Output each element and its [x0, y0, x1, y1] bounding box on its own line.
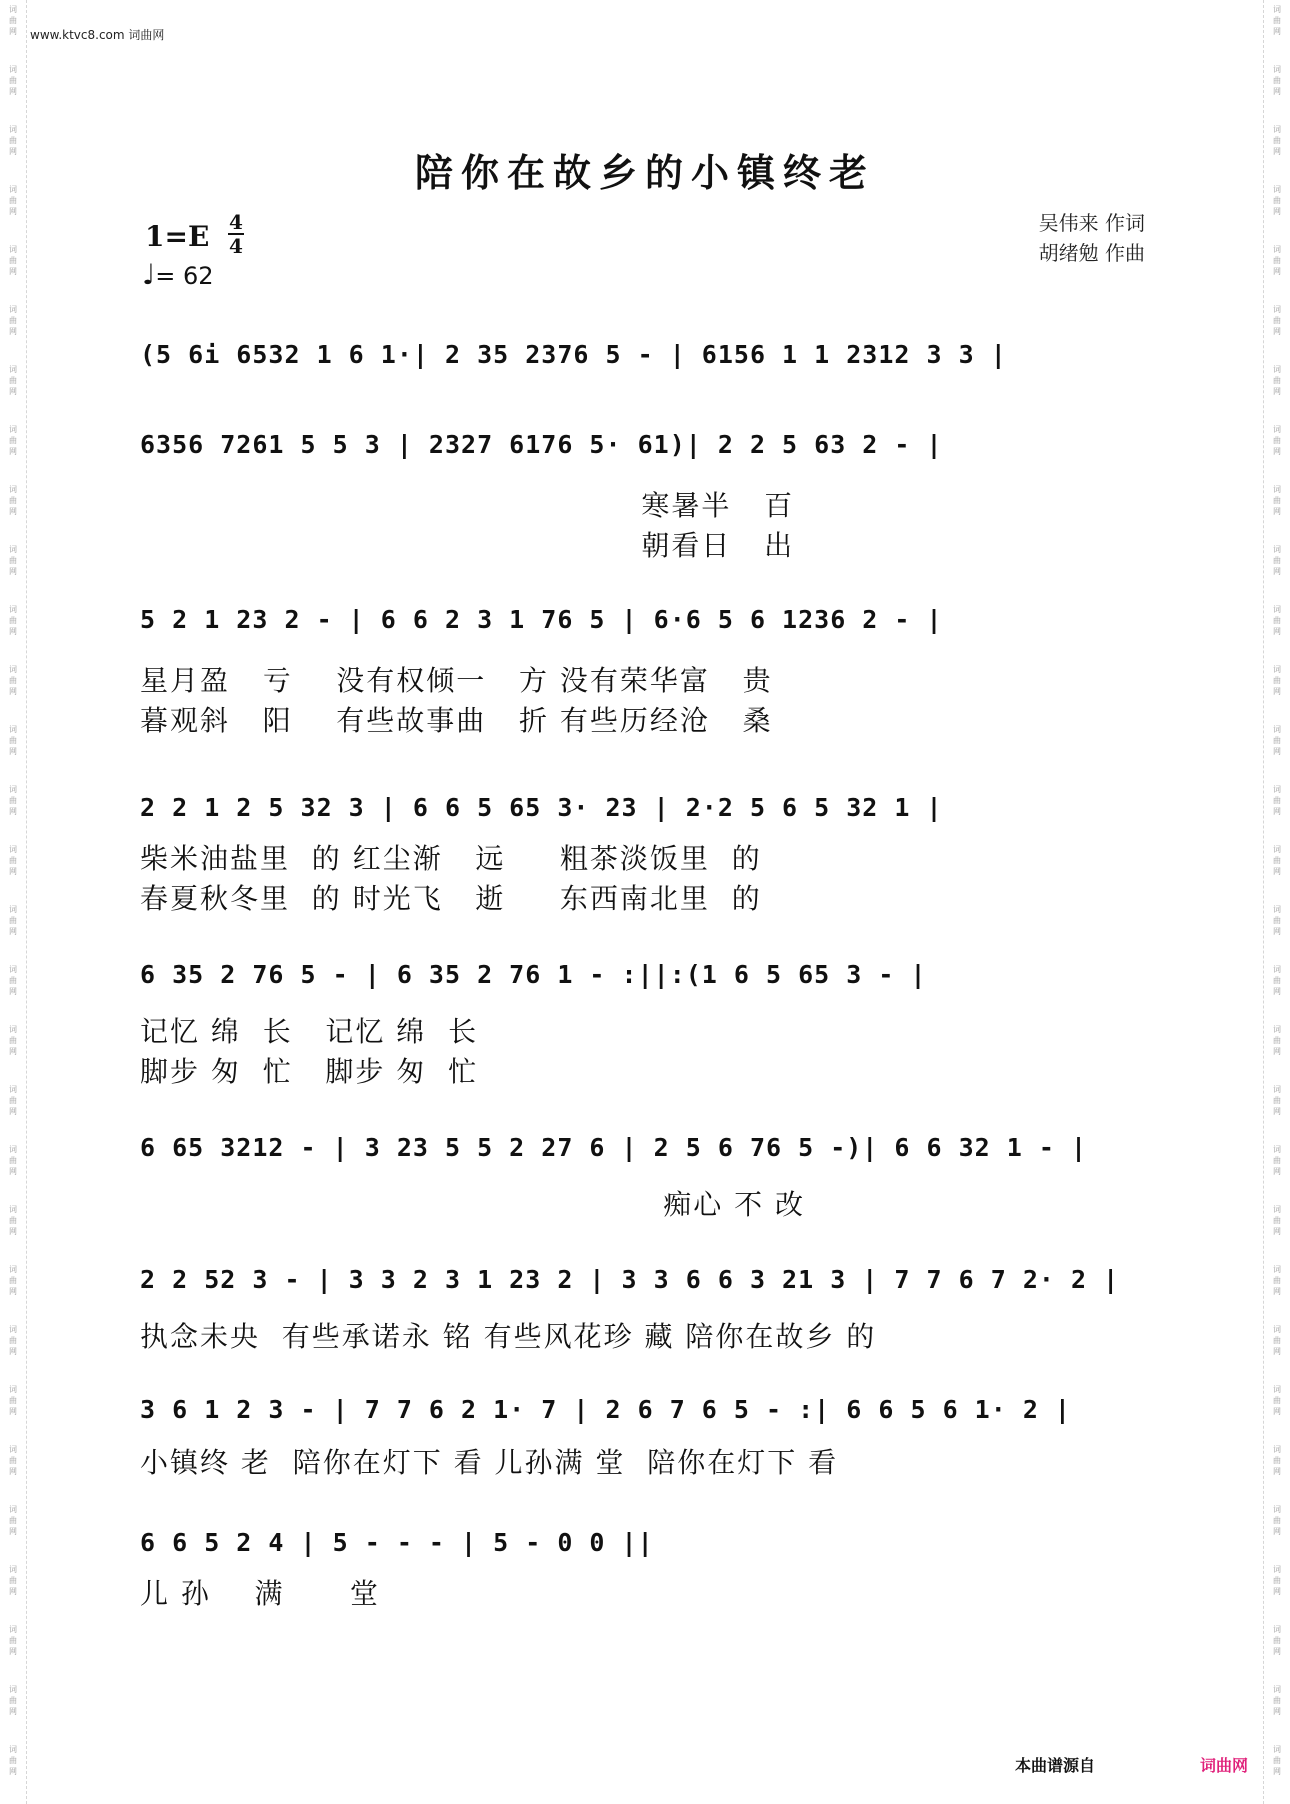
side-watermark-mark: 词 曲 网 [9, 305, 17, 336]
side-watermark-mark: 词 曲 网 [1273, 1625, 1281, 1656]
side-watermark-mark: 词 曲 网 [1273, 545, 1281, 576]
side-watermark-mark: 词 曲 网 [1273, 1385, 1281, 1416]
side-watermark-mark: 词 曲 网 [9, 1565, 17, 1596]
side-watermark-mark: 词 曲 网 [9, 1685, 17, 1716]
side-watermark-mark: 词 曲 网 [1273, 5, 1281, 36]
side-watermark-mark: 词 曲 网 [9, 425, 17, 456]
side-watermark-mark: 词 曲 网 [1273, 245, 1281, 276]
notation-line: 6356 7261 5 5 3 | 2327 6176 5· 61)| 2 2 5 63 2 - | [140, 430, 943, 459]
quarter-note-icon: ♩ [142, 258, 156, 291]
time-signature-bottom: 4 [229, 234, 243, 258]
notation-line: 2 2 52 3 - | 3 3 2 3 1 23 2 | 3 3 6 6 3 21 3 | 7 7 6 7 2· 2 | [140, 1265, 1120, 1294]
side-watermark-mark: 词 曲 网 [1273, 65, 1281, 96]
side-watermark-mark: 词 曲 网 [9, 545, 17, 576]
score-system-3 [140, 605, 1150, 745]
side-watermark-mark: 词 曲 网 [9, 725, 17, 756]
side-watermark-mark: 词 曲 网 [9, 1745, 17, 1776]
side-watermark-mark: 词 曲 网 [9, 185, 17, 216]
footer-brand-link[interactable]: 词曲网 [1199, 1756, 1248, 1775]
notation-line: 6 35 2 76 5 - | 6 35 2 76 1 - :||:(1 6 5 65 3 - | [140, 960, 927, 989]
lyric-verse-2: 脚步 匆 忙 脚步 匆 忙 [140, 1055, 479, 1088]
lyric-verse-1: 执念未央 有些承诺永 铭 有些风花珍 藏 陪你在故乡 的 [140, 1320, 877, 1353]
time-signature [226, 212, 246, 256]
side-watermark-mark: 词 曲 网 [9, 785, 17, 816]
side-watermark-mark: 词 曲 网 [9, 1625, 17, 1656]
side-watermark-mark: 词 曲 网 [9, 905, 17, 936]
song-title: 陪你在故乡的小镇终老 [414, 150, 875, 195]
side-watermark-mark: 词 曲 网 [1273, 485, 1281, 516]
side-watermark-mark: 词 曲 网 [1273, 1505, 1281, 1536]
lyric-verse-1: 小镇终 老 陪你在灯下 看 儿孙满 堂 陪你在灯下 看 [140, 1446, 839, 1479]
side-watermark-mark: 词 曲 网 [9, 1205, 17, 1236]
side-watermark-mark: 词 曲 网 [1273, 1085, 1281, 1116]
lyric-verse-2: 春夏秋冬里 的 时光飞 逝 东西南北里 的 [140, 882, 762, 915]
lyric-verse-1: 寒暑半 百 [140, 489, 795, 522]
time-signature-top: 4 [229, 210, 243, 234]
side-watermark-mark: 词 曲 网 [1273, 1565, 1281, 1596]
notation-line: 6 6 5 2 4 | 5 - - - | 5 - 0 0 || [140, 1528, 654, 1557]
score-system-7 [140, 1265, 1150, 1365]
composer-credit: 胡绪勉 作曲 [1038, 241, 1145, 265]
side-watermark-mark: 词 曲 网 [9, 845, 17, 876]
side-watermark-mark: 词 曲 网 [9, 1265, 17, 1296]
source-url: www.ktvc8.com 词曲网 [30, 28, 165, 42]
side-watermark-mark: 词 曲 网 [1273, 1685, 1281, 1716]
side-watermark-mark: 词 曲 网 [1273, 1745, 1281, 1776]
side-watermark-mark: 词 曲 网 [9, 1085, 17, 1116]
notation-line: 3 6 1 2 3 - | 7 7 6 2 1· 7 | 2 6 7 6 5 - :| 6 6 5 6 1· 2 | [140, 1395, 1071, 1424]
tempo-marking [142, 258, 214, 291]
score-system-5 [140, 960, 1150, 1100]
side-watermark-mark: 词 曲 网 [1273, 965, 1281, 996]
side-watermark-mark: 词 曲 网 [9, 1325, 17, 1356]
side-watermark-mark: 词 曲 网 [1273, 1205, 1281, 1236]
lyric-verse-1: 星月盈 亏 没有权倾一 方 没有荣华富 贵 [140, 664, 773, 697]
credits [1039, 208, 1145, 268]
side-watermark-mark: 词 曲 网 [9, 485, 17, 516]
side-watermark-mark: 词 曲 网 [9, 245, 17, 276]
notation-line: (5 6i 6532 1 6 1·| 2 35 2376 5 - | 6156 1 1 2312 3 3 | [140, 340, 1007, 369]
side-watermark-mark: 词 曲 网 [9, 1505, 17, 1536]
side-watermark-mark: 词 曲 网 [9, 1445, 17, 1476]
notation-line: 2 2 1 2 5 32 3 | 6 6 5 65 3· 23 | 2·2 5 6 5 32 1 | [140, 793, 943, 822]
side-watermark-mark: 词 曲 网 [1273, 365, 1281, 396]
lyric-verse-1: 记忆 绵 长 记忆 绵 长 [140, 1015, 479, 1048]
side-watermark-mark: 词 曲 网 [1273, 1445, 1281, 1476]
side-watermark-mark: 词 曲 网 [9, 365, 17, 396]
score-system-8 [140, 1395, 1150, 1495]
side-watermark-mark: 词 曲 网 [1273, 1265, 1281, 1296]
side-watermark-mark: 词 曲 网 [9, 5, 17, 36]
side-watermark-mark: 词 曲 网 [1273, 605, 1281, 636]
side-watermark-mark: 词 曲 网 [1273, 425, 1281, 456]
side-watermark-mark: 词 曲 网 [1273, 1325, 1281, 1356]
score-system-1 [140, 340, 1150, 400]
side-watermark-mark: 词 曲 网 [9, 965, 17, 996]
side-watermark-mark: 词 曲 网 [1273, 725, 1281, 756]
right-watermark-strip [1263, 0, 1290, 1804]
tempo-value: = 62 [155, 262, 214, 290]
key-signature: 1=E [145, 220, 210, 253]
lyric-verse-2: 朝看日 出 [140, 529, 795, 562]
side-watermark-mark: 词 曲 网 [1273, 185, 1281, 216]
side-watermark-mark: 词 曲 网 [9, 1385, 17, 1416]
side-watermark-mark: 词 曲 网 [9, 1145, 17, 1176]
side-watermark-mark: 词 曲 网 [1273, 665, 1281, 696]
side-watermark-mark: 词 曲 网 [9, 605, 17, 636]
side-watermark-mark: 词 曲 网 [1273, 125, 1281, 156]
side-watermark-mark: 词 曲 网 [1273, 785, 1281, 816]
side-watermark-mark: 词 曲 网 [9, 65, 17, 96]
side-watermark-mark: 词 曲 网 [1273, 305, 1281, 336]
score-system-2 [140, 430, 1150, 570]
side-watermark-mark: 词 曲 网 [1273, 845, 1281, 876]
lyric-verse-2: 暮观斜 阳 有些故事曲 折 有些历经沧 桑 [140, 704, 773, 737]
lyric-verse-1: 痴心 不 改 [140, 1188, 806, 1221]
lyricist-credit: 吴伟来 作词 [1038, 211, 1145, 235]
footer-source-note: 本曲谱源自 [1014, 1756, 1095, 1775]
side-watermark-mark: 词 曲 网 [9, 1025, 17, 1056]
lyric-verse-1: 柴米油盐里 的 红尘渐 远 粗茶淡饭里 的 [140, 842, 762, 875]
score-system-9 [140, 1528, 1150, 1628]
notation-line: 5 2 1 23 2 - | 6 6 2 3 1 76 5 | 6·6 5 6 1236 2 - | [140, 605, 943, 634]
score-system-4 [140, 793, 1150, 933]
left-watermark-strip [0, 0, 27, 1804]
side-watermark-mark: 词 曲 网 [9, 125, 17, 156]
lyric-verse-1: 儿 孙 满 堂 [140, 1577, 380, 1610]
side-watermark-mark: 词 曲 网 [1273, 1145, 1281, 1176]
notation-line: 6 65 3212 - | 3 23 5 5 2 27 6 | 2 5 6 76 5 -)| 6 6 32 1 - | [140, 1133, 1088, 1162]
side-watermark-mark: 词 曲 网 [9, 665, 17, 696]
side-watermark-mark: 词 曲 网 [1273, 1025, 1281, 1056]
side-watermark-mark: 词 曲 网 [1273, 905, 1281, 936]
score-system-6 [140, 1133, 1150, 1233]
